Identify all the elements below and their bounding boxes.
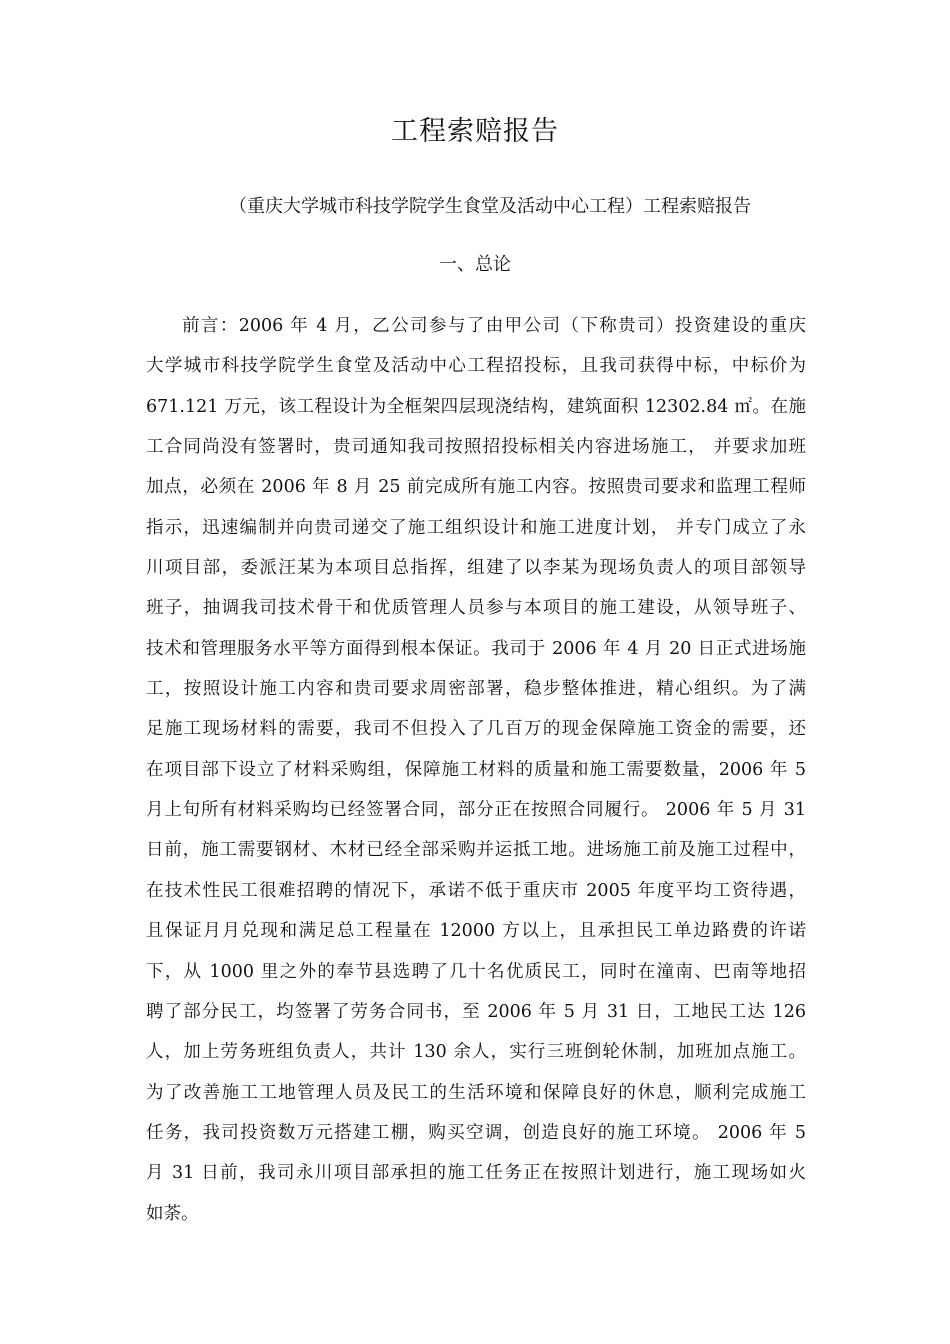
paragraph-line: 技术和管理服务水平等方面得到根本保证。我司于 2006 年 4 月 20 日正式进场施: [146, 638, 806, 659]
paragraph-line: 且保证月月兑现和满足总工程量在 12000 方以上，且承担民工单边路费的许诺: [146, 921, 806, 942]
paragraph-line: 人，加上劳务班组负责人，共计 130 余人，实行三班倒轮休制，加班加点施工。: [146, 1042, 806, 1063]
paragraph-line: 聘了部分民工，均签署了劳务合同书，至 2006 年 5 月 31 日，工地民工达 126: [146, 1001, 806, 1022]
paragraph-line: 川项目部，委派汪某为本项目总指挥，组建了以李某为现场负责人的项目部领导: [146, 558, 806, 579]
paragraph-line: 指示，迅速编制并向贵司递交了施工组织设计和施工进度计划， 并专门成立了永: [146, 517, 806, 538]
paragraph-line: 671.121 万元，该工程设计为全框架四层现浇结构，建筑面积 12302.84 ㎡。在施: [146, 396, 806, 417]
paragraph-line: 下，从 1000 里之外的奉节县选聘了几十名优质民工，同时在潼南、巴南等地招: [146, 961, 806, 982]
paragraph-line: 班子，抽调我司技术骨干和优质管理人员参与本项目的施工建设，从领导班子、: [146, 598, 806, 619]
paragraph-line: 大学城市科技学院学生食堂及活动中心工程招投标，且我司获得中标，中标价为: [146, 356, 806, 377]
paragraph-line: 前言：2006 年 4 月，乙公司参与了由甲公司（下称贵司）投资建设的重庆: [182, 316, 806, 336]
section-heading: 一、总论: [439, 254, 511, 275]
paragraph-line: 在项目部下设立了材料采购组，保障施工材料的质量和施工需要数量，2006 年 5: [146, 759, 806, 780]
paragraph-line: 为了改善施工工地管理人员及民工的生活环境和保障良好的休息，顺利完成施工: [146, 1082, 806, 1103]
document-title: 工程索赔报告: [391, 116, 559, 147]
paragraph-line: 月上旬所有材料采购均已经签署合同，部分正在按照合同履行。 2006 年 5 月 31: [146, 800, 806, 821]
paragraph-line: 工合同尚没有签署时，贵司通知我司按照招投标相关内容进场施工， 并要求加班: [146, 437, 806, 458]
body-paragraph: [146, 311, 806, 1239]
paragraph-line: 足施工现场材料的需要，我司不但投入了几百万的现金保障施工资金的需要，还: [146, 719, 806, 740]
paragraph-line: 任务，我司投资数万元搭建工棚，购买空调，创造良好的施工环境。 2006 年 5: [146, 1122, 806, 1143]
paragraph-line: 月 31 日前，我司永川项目部承担的施工任务正在按照计划进行，施工现场如火: [146, 1163, 806, 1184]
paragraph-line: 日前，施工需要钢材、木材已经全部采购并运抵工地。进场施工前及施工过程中，: [146, 840, 806, 861]
paragraph-line: 如荼。: [146, 1203, 199, 1224]
paragraph-line: 加点，必须在 2006 年 8 月 25 前完成所有施工内容。按照贵司要求和监理工程师: [146, 477, 806, 498]
paragraph-line: 在技术性民工很难招聘的情况下，承诺不低于重庆市 2005 年度平均工资待遇，: [146, 880, 806, 901]
paragraph-line: 工，按照设计施工内容和贵司要求周密部署，稳步整体推进，精心组织。为了满: [146, 679, 806, 700]
document-subtitle: （重庆大学城市科技学院学生食堂及活动中心工程）工程索赔报告: [229, 196, 751, 217]
